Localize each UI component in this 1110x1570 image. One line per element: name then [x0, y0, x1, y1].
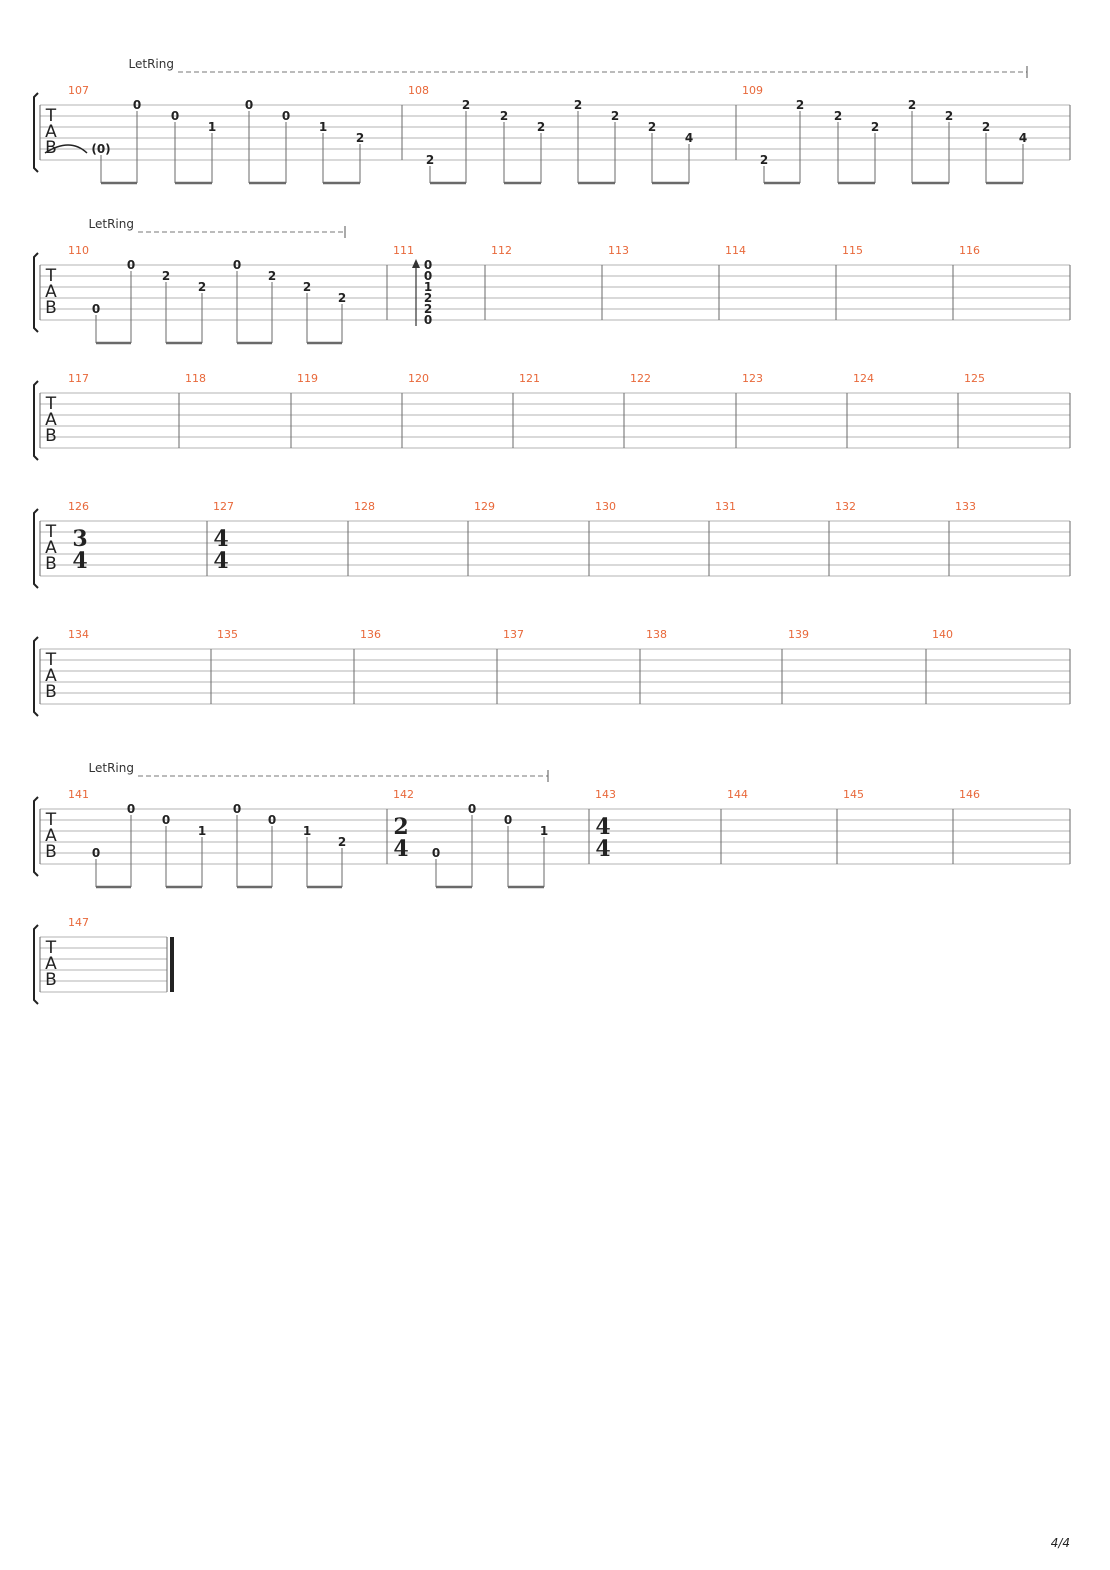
fret-number: 0: [126, 258, 136, 272]
measure-number: 120: [408, 372, 429, 385]
time-signature-bottom: 4: [393, 836, 409, 862]
time-signature-top: 4: [213, 526, 229, 552]
tab-clef-letter: T: [45, 522, 57, 542]
measure-number: 121: [519, 372, 540, 385]
measure-number: 107: [68, 84, 89, 97]
fret-number: 2: [302, 280, 312, 294]
measure-number: 122: [630, 372, 651, 385]
tab-system: [34, 217, 1070, 343]
fret-number: 2: [337, 291, 347, 305]
tab-clef-letter: B: [45, 554, 57, 574]
measure-number: 140: [932, 628, 953, 641]
tab-clef-letter: A: [45, 410, 57, 430]
measure-number: 137: [503, 628, 524, 641]
tab-clef-letter: T: [45, 650, 57, 670]
fret-number: 1: [207, 120, 217, 134]
tab-clef-letter: T: [45, 266, 57, 286]
chord-fret-number: 2: [423, 302, 433, 316]
measure-number: 117: [68, 372, 89, 385]
measure-number: 133: [955, 500, 976, 513]
measure-number: 134: [68, 628, 89, 641]
system-bracket: [34, 925, 38, 1004]
measure-number: 124: [853, 372, 874, 385]
time-signature-top: 3: [72, 526, 88, 552]
fret-number: 2: [833, 109, 843, 123]
fret-number: 0: [170, 109, 180, 123]
tab-clef-letter: A: [45, 666, 57, 686]
fret-number: 2: [461, 98, 471, 112]
measure-number: 116: [959, 244, 980, 257]
measure-number: 109: [742, 84, 763, 97]
measure-number: 114: [725, 244, 746, 257]
fret-number: 2: [197, 280, 207, 294]
fret-number: 0: [467, 802, 477, 816]
fret-number: 2: [795, 98, 805, 112]
measure-number: 113: [608, 244, 629, 257]
tab-clef-letter: T: [45, 106, 57, 126]
tab-system: [34, 761, 1070, 887]
measure-number: 125: [964, 372, 985, 385]
system-bracket: [34, 253, 38, 332]
fret-number: 1: [539, 824, 549, 838]
measure-number: 144: [727, 788, 748, 801]
fret-number: 0: [281, 109, 291, 123]
fret-number: 0: [503, 813, 513, 827]
let-ring-label: LetRing: [88, 761, 134, 775]
measure-number: 126: [68, 500, 89, 513]
measure-number: 138: [646, 628, 667, 641]
fret-number: 0: [267, 813, 277, 827]
measure-number: 112: [491, 244, 512, 257]
tab-clef-letter: B: [45, 298, 57, 318]
fret-number: 2: [337, 835, 347, 849]
system-bracket: [34, 93, 38, 172]
measure-number: 147: [68, 916, 89, 929]
fret-number: 4: [1018, 131, 1028, 145]
time-signature-bottom: 4: [595, 836, 611, 862]
let-ring-label: LetRing: [128, 57, 174, 71]
tab-clef-letter: A: [45, 826, 57, 846]
fret-number: 4: [684, 131, 694, 145]
tab-system: [34, 57, 1070, 183]
time-signature-bottom: 4: [213, 548, 229, 574]
measure-number: 139: [788, 628, 809, 641]
let-ring-label: LetRing: [88, 217, 134, 231]
fret-number: 0: [232, 258, 242, 272]
system-bracket: [34, 637, 38, 716]
fret-number: 2: [759, 153, 769, 167]
measure-number: 115: [842, 244, 863, 257]
tab-system: [34, 372, 1070, 460]
tab-clef-letter: B: [45, 426, 57, 446]
tab-system: [34, 916, 172, 1004]
fret-number: 2: [573, 98, 583, 112]
tab-clef-letter: T: [45, 938, 57, 958]
fret-number: 1: [318, 120, 328, 134]
fret-number: 2: [355, 131, 365, 145]
measure-number: 123: [742, 372, 763, 385]
tab-system: [34, 628, 1070, 716]
measure-number: 127: [213, 500, 234, 513]
tab-clef-letter: A: [45, 122, 57, 142]
fret-number: (0): [91, 142, 111, 156]
chord-fret-number: 1: [423, 280, 433, 294]
system-bracket: [34, 509, 38, 588]
measure-number: 110: [68, 244, 89, 257]
tab-clef-letter: B: [45, 970, 57, 990]
fret-number: 0: [91, 302, 101, 316]
tab-system: [34, 500, 1070, 588]
time-signature-top: 4: [595, 814, 611, 840]
measure-number: 128: [354, 500, 375, 513]
fret-number: 0: [126, 802, 136, 816]
fret-number: 1: [197, 824, 207, 838]
measure-number: 118: [185, 372, 206, 385]
tab-clef-letter: A: [45, 538, 57, 558]
tab-clef-letter: T: [45, 394, 57, 414]
measure-number: 132: [835, 500, 856, 513]
measure-number: 141: [68, 788, 89, 801]
fret-number: 2: [536, 120, 546, 134]
chord-fret-number: 0: [423, 258, 433, 272]
measure-number: 145: [843, 788, 864, 801]
measure-number: 119: [297, 372, 318, 385]
time-signature-top: 2: [393, 814, 409, 840]
fret-number: 2: [981, 120, 991, 134]
fret-number: 0: [161, 813, 171, 827]
page-number: 4/4: [1050, 1536, 1070, 1550]
fret-number: 2: [870, 120, 880, 134]
system-bracket: [34, 381, 38, 460]
measure-number: 136: [360, 628, 381, 641]
fret-number: 2: [499, 109, 509, 123]
chord-fret-number: 2: [423, 291, 433, 305]
fret-number: 0: [232, 802, 242, 816]
measure-number: 143: [595, 788, 616, 801]
measure-number: 108: [408, 84, 429, 97]
fret-number: 2: [944, 109, 954, 123]
fret-number: 0: [244, 98, 254, 112]
tab-clef-letter: B: [45, 682, 57, 702]
fret-number: 0: [91, 846, 101, 860]
fret-number: 2: [907, 98, 917, 112]
time-signature-bottom: 4: [72, 548, 88, 574]
measure-number: 130: [595, 500, 616, 513]
tab-clef-letter: A: [45, 282, 57, 302]
measure-number: 111: [393, 244, 414, 257]
tab-clef-letter: T: [45, 810, 57, 830]
chord-fret-number: 0: [423, 313, 433, 327]
strum-up-arrow: [412, 259, 420, 268]
measure-number: 131: [715, 500, 736, 513]
fret-number: 2: [610, 109, 620, 123]
fret-number: 2: [161, 269, 171, 283]
fret-number: 1: [302, 824, 312, 838]
fret-number: 0: [132, 98, 142, 112]
fret-number: 2: [647, 120, 657, 134]
measure-number: 129: [474, 500, 495, 513]
fret-number: 2: [267, 269, 277, 283]
tab-clef-letter: A: [45, 954, 57, 974]
tab-clef-letter: B: [45, 842, 57, 862]
tab-clef-letter: B: [45, 138, 57, 158]
measure-number: 142: [393, 788, 414, 801]
fret-number: 2: [425, 153, 435, 167]
measure-number: 135: [217, 628, 238, 641]
system-bracket: [34, 797, 38, 876]
fret-number: 0: [431, 846, 441, 860]
measure-number: 146: [959, 788, 980, 801]
chord-fret-number: 0: [423, 269, 433, 283]
